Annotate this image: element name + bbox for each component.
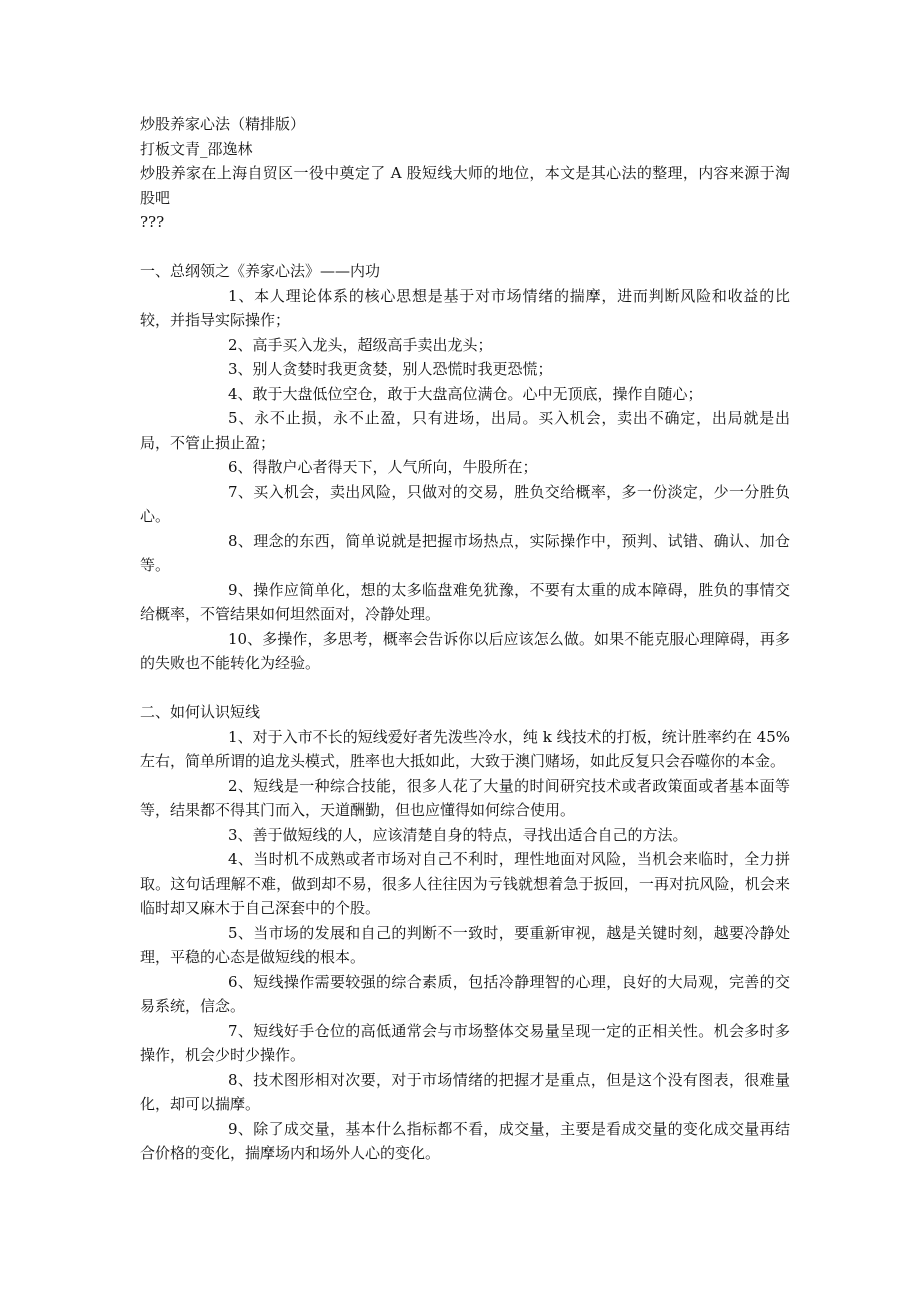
- spacer: [140, 676, 790, 701]
- list-item: 5、永不止损，永不止盈，只有进场，出局。买入机会，卖出不确定，出局就是出局，不管止损止盈；: [140, 409, 790, 452]
- list-item: 7、短线好手仓位的高低通常会与市场整体交易量呈现一定的正相关性。机会多时多操作，机会少时少操作。: [140, 1021, 790, 1064]
- list-item: 9、操作应简单化，想的太多临盘难免犹豫，不要有太重的成本障碍，胜负的事情交给概率，不管结果如何坦然面对，冷静处理。: [140, 580, 790, 623]
- list-item: 10、多操作，多思考，概率会告诉你以后应该怎么做。如果不能克服心理障碍，再多的失败也不能转化为经验。: [140, 629, 790, 672]
- document-intro: 炒股养家在上海自贸区一役中奠定了 A 股短线大师的地位，本文是其心法的整理，内容来源于淘股吧: [140, 164, 790, 207]
- document-title: 炒股养家心法（精排版）: [140, 115, 306, 133]
- list-item: 2、短线是一种综合技能，很多人花了大量的时间研究技术或者政策面或者基本面等等，结果都不得其门而入，天道酬勤，但也应懂得如何综合使用。: [140, 776, 790, 819]
- section-title: 一、总纲领之《养家心法》——内功: [140, 262, 381, 280]
- list-item: 2、高手买入龙头，超级高手卖出龙头；: [228, 335, 493, 354]
- list-item: 6、得散户心者得天下，人气所向，牛股所在；: [228, 458, 538, 476]
- document-page: [140, 112, 790, 1166]
- list-item: 1、本人理论体系的核心思想是基于对市场情绪的揣摩，进而判断风险和收益的比较，并指导实际操作；: [140, 286, 790, 329]
- list-item: 4、敢于大盘低位空仓，敢于大盘高位满仓。心中无顶底，操作自随心；: [228, 384, 703, 403]
- spacer: [140, 235, 790, 260]
- list-item: 4、当时机不成熟或者市场对自己不利时，理性地面对风险，当机会来临时，全力拼取。这句话理解不难，做到却不易，很多人往往因为亏钱就想着急于扳回，一再对抗风险，机会来临时却又麻木于自己深套中的个股。: [140, 850, 790, 917]
- list-item: 8、理念的东西，简单说就是把握市场热点，实际操作中，预判、试错、确认、加仓等。: [140, 531, 790, 574]
- list-item: 1、对于入市不长的短线爱好者先泼些冷水，纯 k 线技术的打板，统计胜率约在 45%左右，简单所谓的追龙头模式，胜率也大抵如此，大致于澳门赌场，如此反复只会吞噬你的本金。: [140, 727, 790, 770]
- placeholder-marks: ???: [140, 213, 165, 231]
- list-item: 8、技术图形相对次要，对于市场情绪的把握才是重点，但是这个没有图表，很难量化，却可以揣摩。: [140, 1070, 790, 1113]
- section-title: 二、如何认识短线: [140, 703, 261, 721]
- list-item: 7、买入机会，卖出风险，只做对的交易，胜负交给概率，多一份淡定，少一分胜负心。: [140, 482, 790, 525]
- list-item: 3、善于做短线的人，应该清楚自身的特点，寻找出适合自己的方法。: [228, 825, 688, 844]
- list-item: 6、短线操作需要较强的综合素质，包括冷静理智的心理，良好的大局观，完善的交易系统，信念。: [140, 972, 790, 1015]
- list-item: 3、别人贪婪时我更贪婪，别人恐慌时我更恐慌；: [228, 360, 553, 378]
- document-author: 打板文青_邵逸林: [140, 139, 253, 158]
- list-item: 9、除了成交量，基本什么指标都不看，成交量，主要是看成交量的变化成交量再结合价格的变化，揣摩场内和场外人心的变化。: [140, 1119, 790, 1162]
- list-item: 5、当市场的发展和自己的判断不一致时，要重新审视，越是关键时刻，越要冷静处理，平稳的心态是做短线的根本。: [140, 923, 790, 966]
